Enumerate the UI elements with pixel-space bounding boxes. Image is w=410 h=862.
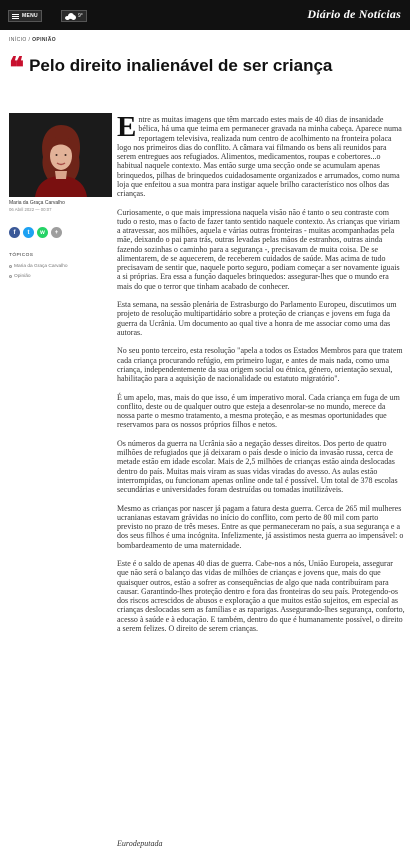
topic-link[interactable] xyxy=(9,274,31,279)
article-paragraph: Mesmo as crianças por nascer já pagam a fatura desta guerra. Cerca de 265 mil mulheres ucranianas estavam grávidas no início do conflito, com perto de 80 mil com parto previsto no prazo de três meses. Entre as que permaneceram no país, a sua segurança e a dos seus filhos é uma incógnita. Infelizmente, já assistimos nesta guerra ao impensável: o bombardeamento de uma maternidade. xyxy=(117,503,404,550)
breadcrumb-section[interactable]: OPINIÃO xyxy=(32,37,56,43)
topics-label: TÓPICOS xyxy=(9,253,34,258)
top-bar xyxy=(0,0,410,30)
article-paragraph: Esta semana, na sessão plenária de Estrasburgo do Parlamento Europeu, discutimos um projeto de resolução multipartidário sobre a proteção de crianças e jovens em fuga da guerra da Ucrânia. Um documento ao qual tive a honra de me associar como uma das autoras. xyxy=(117,300,397,337)
topic-label: Opinião xyxy=(14,274,31,279)
breadcrumb-separator: / xyxy=(28,37,31,43)
brand-logo[interactable]: Diário de Notícias xyxy=(307,7,401,21)
menu-button[interactable] xyxy=(8,10,42,22)
drop-cap: E xyxy=(117,111,137,143)
bullet-icon xyxy=(9,275,12,278)
topic-link[interactable] xyxy=(9,264,68,269)
facebook-icon[interactable]: f xyxy=(9,227,20,238)
twitter-icon[interactable]: t xyxy=(23,227,34,238)
author-portrait xyxy=(9,113,112,197)
headline xyxy=(9,53,399,84)
article-paragraph: Os números da guerra na Ucrânia são a negação desses direitos. Dos perto de quatro milhões de refugiados que já deixaram o país desde o início da invasão russa, cerca de metade estão em idade escolar. Mais de 2,5 milhões de crianças estão ainda deslocadas dentro do país. Muitas mais viram as suas vidas viradas do avesso. As aulas estão interrompidas, ou funcionam apenas online onde tal é possível. Um total de 378 escolas secundárias e universidades foram destruídas ou tomadas inutilizáveis. xyxy=(117,438,398,494)
temperature-value: 9° xyxy=(78,13,83,19)
article-paragraph: No seu ponto terceiro, esta resolução "apela a todos os Estados Membros para que tratem cada criança procurando refúgio, em primeiro lugar, e antes de mais nada, como uma criança, independentemente da sua origem social ou étnica, género, orientação sexual, habilitação para a aquisição de nacionalidade ou estatuto migratório". xyxy=(117,346,403,383)
article-paragraph: Este é o saldo de apenas 40 dias de guerra. Cabe-nos a nós, União Europeia, assegurar que não será o balanço das vidas de milhões de crianças e jovens que, mais do que quaisquer outros, estão a sofrer as consequências de algo que nada contribuíram para causar. Garantindo-lhes proteção dentro e fora das fronteiras do seu país. Protegendo-os dos riscos acrescidos de abusos e exploração a que muitos estão sujeitos, em especial as crianças deslocadas sem as famílias e as raparigas. Assegurando-lhes segurança, conforto, acesso à saúde e à educação. E também, dentro do que é humanamente possível, o direito a serem felizes. O direito de serem crianças. xyxy=(117,559,405,633)
breadcrumb-home[interactable]: INÍCIO xyxy=(9,37,27,43)
add-icon[interactable]: + xyxy=(51,227,62,238)
article-paragraph: Curiosamente, o que mais impressiona naquela visão não é tanto o seu contraste com tudo o resto, mas o facto de fazer tanto sentido naquele contexto. As crianças que viriam a atravessar, aos milhões, aquela e várias outras fronteiras - muitas acompanhadas pela mãe, deixando o pai para trás, outras levadas pelas mãos de estranhos, outras ainda fazendo sozinhas o caminho para a segurança -, precisavam de muita coisa. De se alimentarem, de se aquecerem, de receberem cuidados de saúde. Mas acima de tudo precisavam de sentir que, naquele porto seguro, podiam começar a ser novamente iguais a si próprias. Era essa a função daqueles brinquedos: assegurar-lhes que o mundo era mais do que o terror que tinham acabado de conhecer. xyxy=(117,207,400,291)
topic-label: Maria da Graça Carvalho xyxy=(14,264,68,269)
author-name[interactable]: Maria da Graça Carvalho xyxy=(9,200,65,206)
breadcrumb xyxy=(9,37,56,43)
publish-date: 06 Abril 2022 — 00:07 xyxy=(9,207,52,212)
author-photo xyxy=(9,113,112,197)
menu-label: MENU xyxy=(22,13,38,19)
article-title: Pelo direito inalienável de ser criança xyxy=(29,56,333,75)
article-paragraph: É um apelo, mas, mais do que isso, é um imperativo moral. Cada criança em fuga de um conflito, deste ou de qualquer outro que esteja a desenrolar-se no mundo, merece da nossa parte o mesmo tratamento, a mesma proteção, e as mesmas oportunidades que reservamos para os nossos próprios filhos e netos. xyxy=(117,392,400,430)
whatsapp-icon[interactable]: w xyxy=(37,227,48,238)
bullet-icon xyxy=(9,265,12,268)
author-signoff: Eurodeputada xyxy=(117,839,163,848)
hamburger-icon xyxy=(12,14,19,19)
weather-button[interactable] xyxy=(61,10,87,22)
opinion-quote-icon: ❝ xyxy=(9,53,25,84)
cloud-icon xyxy=(65,13,76,20)
article-body xyxy=(117,111,405,642)
article-paragraph: Entre as muitas imagens que têm marcado estes mais de 40 dias de insanidade bélica, há uma que teima em permanecer gravada na minha cabeça. Aparece numa reportagem televisiva, realizada num centro de acolhimento na fronteira polaca logo nos primeiros dias do conflito. A câmara vai filmando os bens ali reunidos para serem entregues aos refugiados. Alimentos, medicamentos, roupas e cobertores...o habitual naquele contexto. Mas então surge uma secção onde se acumulam apenas brinquedos, pilhas de brinquedos cuidadosamente organizados e arrumados, como numa loja que enfeitou a sua montra para instigar aquele brilho característico nos olhos das crianças. xyxy=(117,111,402,198)
share-buttons xyxy=(9,227,62,238)
